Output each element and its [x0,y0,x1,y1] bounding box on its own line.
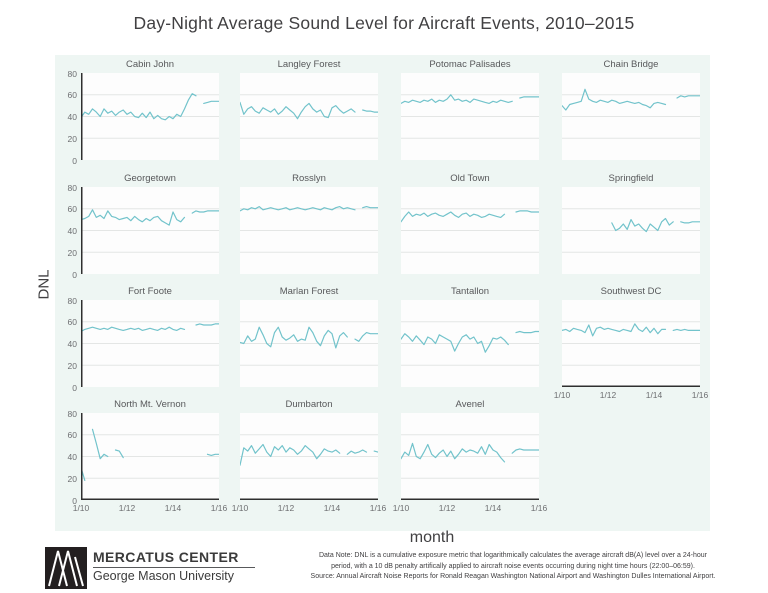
y-tick-label: 80 [67,408,77,419]
panel-title: Rosslyn [292,173,326,184]
chart-region [55,55,710,531]
panel-title: Potomac Palisades [429,59,511,70]
panel-springfield [562,173,700,274]
panel-plot [240,413,378,500]
x-tick-label: 1/14 [164,503,182,513]
panel-plot [240,187,378,274]
data-note [262,551,764,583]
y-tick-label: 80 [67,295,77,306]
panel-title: Tantallon [450,286,490,297]
panel-marlan-forest [240,286,378,387]
y-axis-label: DNL [35,269,53,300]
panel-title: Springfield [608,173,654,184]
panel-plot [401,187,539,274]
panel-title: Old Town [450,173,490,184]
y-tick-label: 20 [67,473,77,484]
y-tick-label: 20 [67,247,77,258]
panel-title: Langley Forest [277,59,341,70]
x-tick-label: 1/10 [231,503,249,513]
x-tick-label: 1/12 [118,503,136,513]
footer [0,545,768,593]
y-tick-label: 80 [67,68,77,79]
y-tick-label: 20 [67,360,77,371]
logo-sub-name: George Mason University [93,569,235,583]
y-tick-label: 40 [67,112,77,122]
panel-plot [81,73,219,160]
x-tick-label: 1/16 [530,503,548,513]
x-tick-label: 1/16 [210,503,228,513]
y-tick-label: 40 [67,452,77,462]
x-tick-label: 1/16 [369,503,387,513]
y-tick-label: 80 [67,182,77,193]
y-tick-label: 40 [67,339,77,349]
x-tick-label: 1/12 [438,503,456,513]
panel-chain-bridge [562,59,700,160]
y-tick-label: 60 [67,90,77,101]
panel-plot [401,413,539,500]
data-note-line-1: Data Note: DNL is a cumulative exposure metric that logarithmically calculates the average aircraft dB(A) level over a 24-hour [318,552,708,559]
panel-title: Cabin John [125,59,175,70]
panel-plot [240,73,378,160]
logo-org-name: MERCATUS CENTER [93,549,239,565]
panel-title: Southwest DC [600,286,662,297]
x-tick-label: 1/12 [599,390,617,400]
y-tick-label: 0 [72,269,77,280]
panel-langley-forest [240,59,378,160]
panel-plot [240,300,378,387]
logo-divider [93,567,255,568]
panel-title: Fort Foote [128,286,172,297]
y-tick-label: 0 [72,155,77,166]
panel-dumbarton [231,399,387,513]
panel-fort-foote [67,286,219,393]
panel-tantallon [401,286,539,387]
logo-text [93,549,263,583]
y-tick-label: 60 [67,430,77,441]
panel-plot [562,73,700,160]
panel-plot [81,413,219,500]
mercatus-logo-icon [45,547,87,589]
panel-georgetown [67,173,219,280]
chart-title: Day-Night Average Sound Level for Aircraft Events, 2010–2015 [133,13,635,33]
panel-title: Marlan Forest [279,286,339,297]
panel-potomac-palisades [401,59,539,160]
panel-cabin-john [67,59,219,166]
panel-title: Dumbarton [285,399,333,410]
y-tick-label: 60 [67,204,77,215]
panel-title: Avenel [455,399,485,410]
panel-title: Georgetown [124,173,176,184]
x-tick-label: 1/16 [691,390,709,400]
panel-rosslyn [240,173,378,274]
panel-plot [81,187,219,274]
x-tick-label: 1/14 [484,503,502,513]
y-tick-label: 20 [67,133,77,144]
panel-plot [562,187,700,274]
x-tick-label: 1/12 [277,503,295,513]
x-tick-label: 1/10 [392,503,410,513]
panel-title: Chain Bridge [603,59,659,70]
data-note-line-3: Source: Annual Aircraft Noise Reports for Ronald Reagan Washington National Airport and Washington Dulles International Airport. [310,573,716,580]
data-note-line-2: period, with a 10 dB penalty artifically applied to aircraft noise events occurring during night time hours (22:00–06:59). [331,562,695,570]
x-tick-label: 1/14 [323,503,341,513]
x-tick-label: 1/10 [553,390,571,400]
x-axis-label: month [409,529,455,546]
panel-plot [401,73,539,160]
panel-plot [81,300,219,387]
y-tick-label: 0 [72,382,77,393]
x-tick-label: 1/10 [72,503,90,513]
panel-plot [401,300,539,387]
y-tick-label: 40 [67,226,77,236]
panel-old-town [401,173,539,274]
x-tick-label: 1/14 [645,390,663,400]
y-tick-label: 0 [72,495,77,506]
panel-southwest-dc [553,286,709,400]
y-tick-label: 60 [67,317,77,328]
panel-north-mt-vernon [67,399,228,513]
panel-title: North Mt. Vernon [114,399,186,410]
panel-plot [562,300,700,387]
panel-avenel [392,399,548,513]
